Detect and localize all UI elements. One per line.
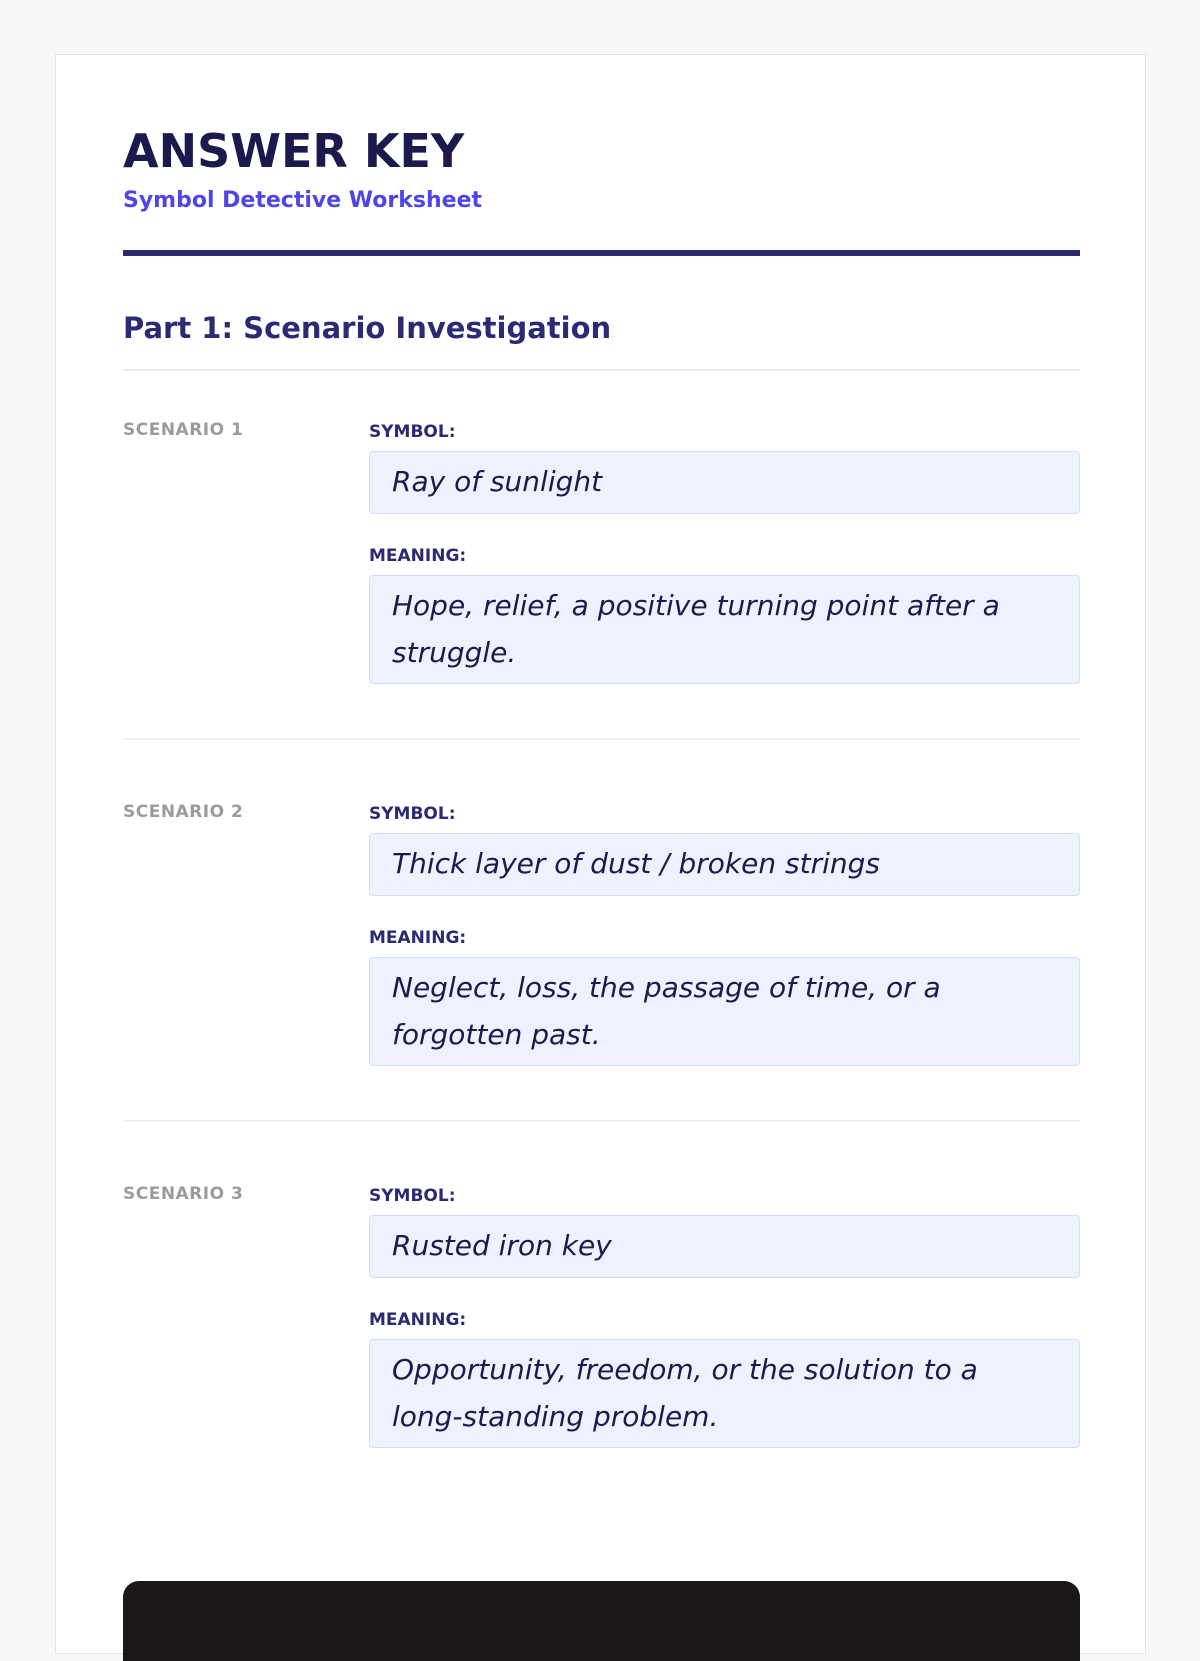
- title-divider: [123, 250, 1080, 256]
- scenario-3: [123, 1183, 1080, 1503]
- page-title: ANSWER KEY: [123, 124, 465, 178]
- scenario-label: SCENARIO 2: [123, 802, 244, 822]
- worksheet-page: [55, 54, 1146, 1654]
- scenario-label: SCENARIO 1: [123, 420, 244, 440]
- scenario-1: [123, 419, 1080, 739]
- meaning-answer: Opportunity, freedom, or the solution to a long-standing problem.: [369, 1339, 1080, 1448]
- symbol-answer: Ray of sunlight: [369, 451, 1080, 514]
- meaning-answer: Neglect, loss, the passage of time, or a forgotten past.: [369, 957, 1080, 1066]
- meaning-answer: Hope, relief, a positive turning point after a struggle.: [369, 575, 1080, 684]
- footer-bar: [123, 1581, 1080, 1661]
- meaning-label: MEANING:: [369, 928, 467, 948]
- symbol-label: SYMBOL:: [369, 1186, 456, 1206]
- section-heading: Part 1: Scenario Investigation: [123, 311, 612, 345]
- symbol-answer: Rusted iron key: [369, 1215, 1080, 1278]
- symbol-label: SYMBOL:: [369, 422, 456, 442]
- meaning-label: MEANING:: [369, 546, 467, 566]
- symbol-label: SYMBOL:: [369, 804, 456, 824]
- meaning-label: MEANING:: [369, 1310, 467, 1330]
- section-divider: [123, 369, 1080, 371]
- symbol-answer: Thick layer of dust / broken strings: [369, 833, 1080, 896]
- scenario-2: [123, 801, 1080, 1121]
- scenario-divider: [123, 738, 1080, 740]
- scenario-label: SCENARIO 3: [123, 1184, 244, 1204]
- scenario-divider: [123, 1120, 1080, 1122]
- page-subtitle: Symbol Detective Worksheet: [123, 188, 483, 213]
